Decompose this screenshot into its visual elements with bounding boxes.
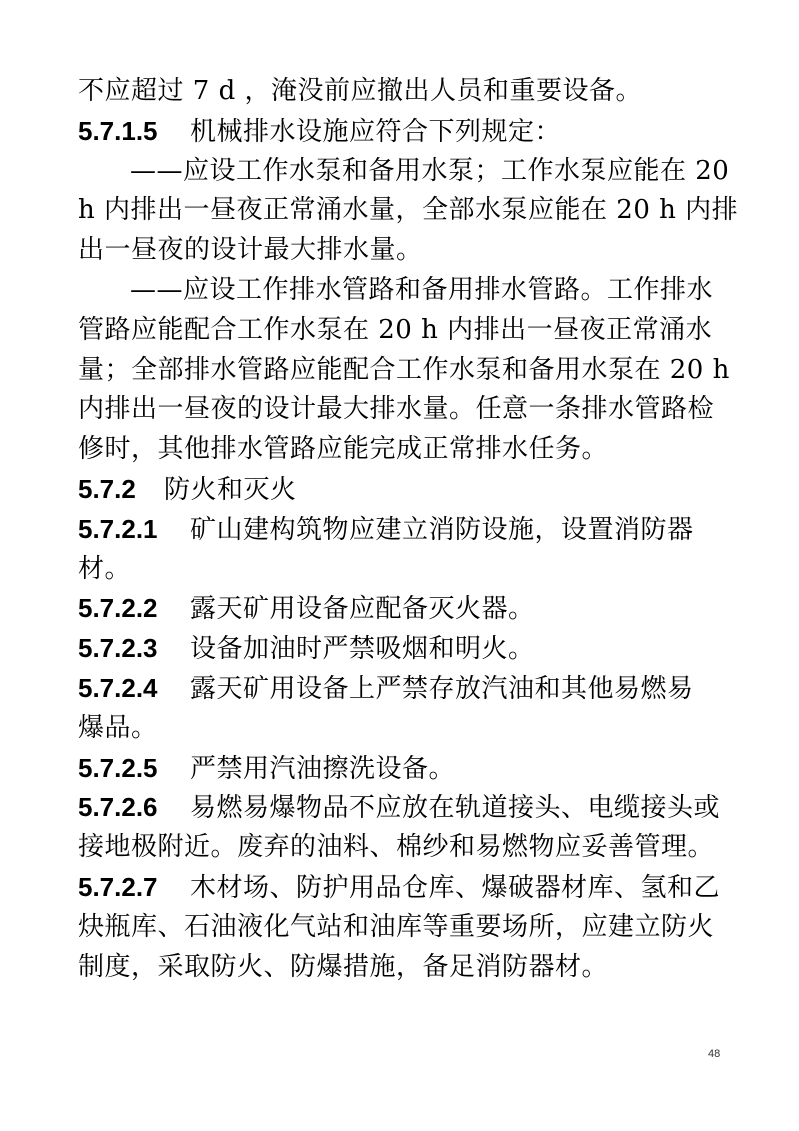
clause-line: 5.7.2.7 木材场、防护用品仓库、爆破器材库、氢和乙 bbox=[78, 868, 726, 908]
text-line: 修时，其他排水管路应能完成正常排水任务。 bbox=[78, 434, 609, 465]
text-line: 管路应能配合工作水泵在 20 h 内排出一昼夜正常涌水 bbox=[78, 314, 713, 345]
text-line: h 内排出一昼夜正常涌水量，全部水泵应能在 20 h 内排 bbox=[78, 195, 739, 226]
clause-number: 5.7.2.4 bbox=[78, 672, 158, 703]
text-line: ——应设工作水泵和备用水泵；工作水泵应能在 20 bbox=[130, 155, 730, 186]
clause-line: 5.7.2.2 露天矿用设备应配备灭火器。 bbox=[78, 589, 726, 629]
text-line: 材。 bbox=[78, 553, 132, 584]
document-body bbox=[78, 72, 739, 987]
text-line: 炔瓶库、石油液化气站和油库等重要场所，应建立防火 bbox=[78, 911, 715, 942]
clause-line: 5.7.2.3 设备加油时严禁吸烟和明火。 bbox=[78, 629, 726, 669]
clause-number: 5.7.2.5 bbox=[78, 752, 158, 783]
clause-number: 5.7.2.1 bbox=[78, 513, 158, 544]
text-line: 出一昼夜的设计最大排水量。 bbox=[78, 235, 423, 266]
text-line: 不应超过 7 d ，淹没前应撤出人员和重要设备。 bbox=[78, 76, 642, 106]
clause-number: 5.7.2.3 bbox=[78, 633, 158, 664]
text-line: ——应设工作排水管路和备用排水管路。工作排水 bbox=[130, 274, 714, 305]
text-line: 量；全部排水管路应能配合工作水泵和备用水泵在 20 h bbox=[78, 354, 730, 385]
clause-line: 5.7.1.5 机械排水设施应符合下列规定： bbox=[78, 112, 726, 152]
clause-line: 5.7.2.5 严禁用汽油擦洗设备。 bbox=[78, 749, 726, 789]
text-line: 内排出一昼夜的设计最大排水量。任意一条排水管路检 bbox=[78, 394, 715, 425]
clause-line: 5.7.2.1 矿山建构筑物应建立消防设施，设置消防器 bbox=[78, 510, 726, 550]
section-number: 5.7.2 bbox=[78, 473, 136, 504]
text-line: 爆品。 bbox=[78, 712, 158, 743]
text-line: 接地极附近。废弃的油料、棉纱和易燃物应妥善管理。 bbox=[78, 832, 715, 863]
clause-number: 5.7.2.6 bbox=[78, 792, 158, 823]
text-line: 制度，采取防火、防爆措施，备足消防器材。 bbox=[78, 951, 609, 982]
clause-number: 5.7.2.7 bbox=[78, 871, 158, 902]
section-heading: 5.7.2 防火和灭火 bbox=[78, 470, 726, 510]
clause-line: 5.7.2.4 露天矿用设备上严禁存放汽油和其他易燃易 bbox=[78, 669, 726, 709]
clause-number: 5.7.1.5 bbox=[78, 115, 158, 146]
clause-number: 5.7.2.2 bbox=[78, 593, 158, 624]
page-number: 48 bbox=[708, 1048, 721, 1060]
clause-line: 5.7.2.6 易燃易爆物品不应放在轨道接头、电缆接头或 bbox=[78, 788, 726, 828]
